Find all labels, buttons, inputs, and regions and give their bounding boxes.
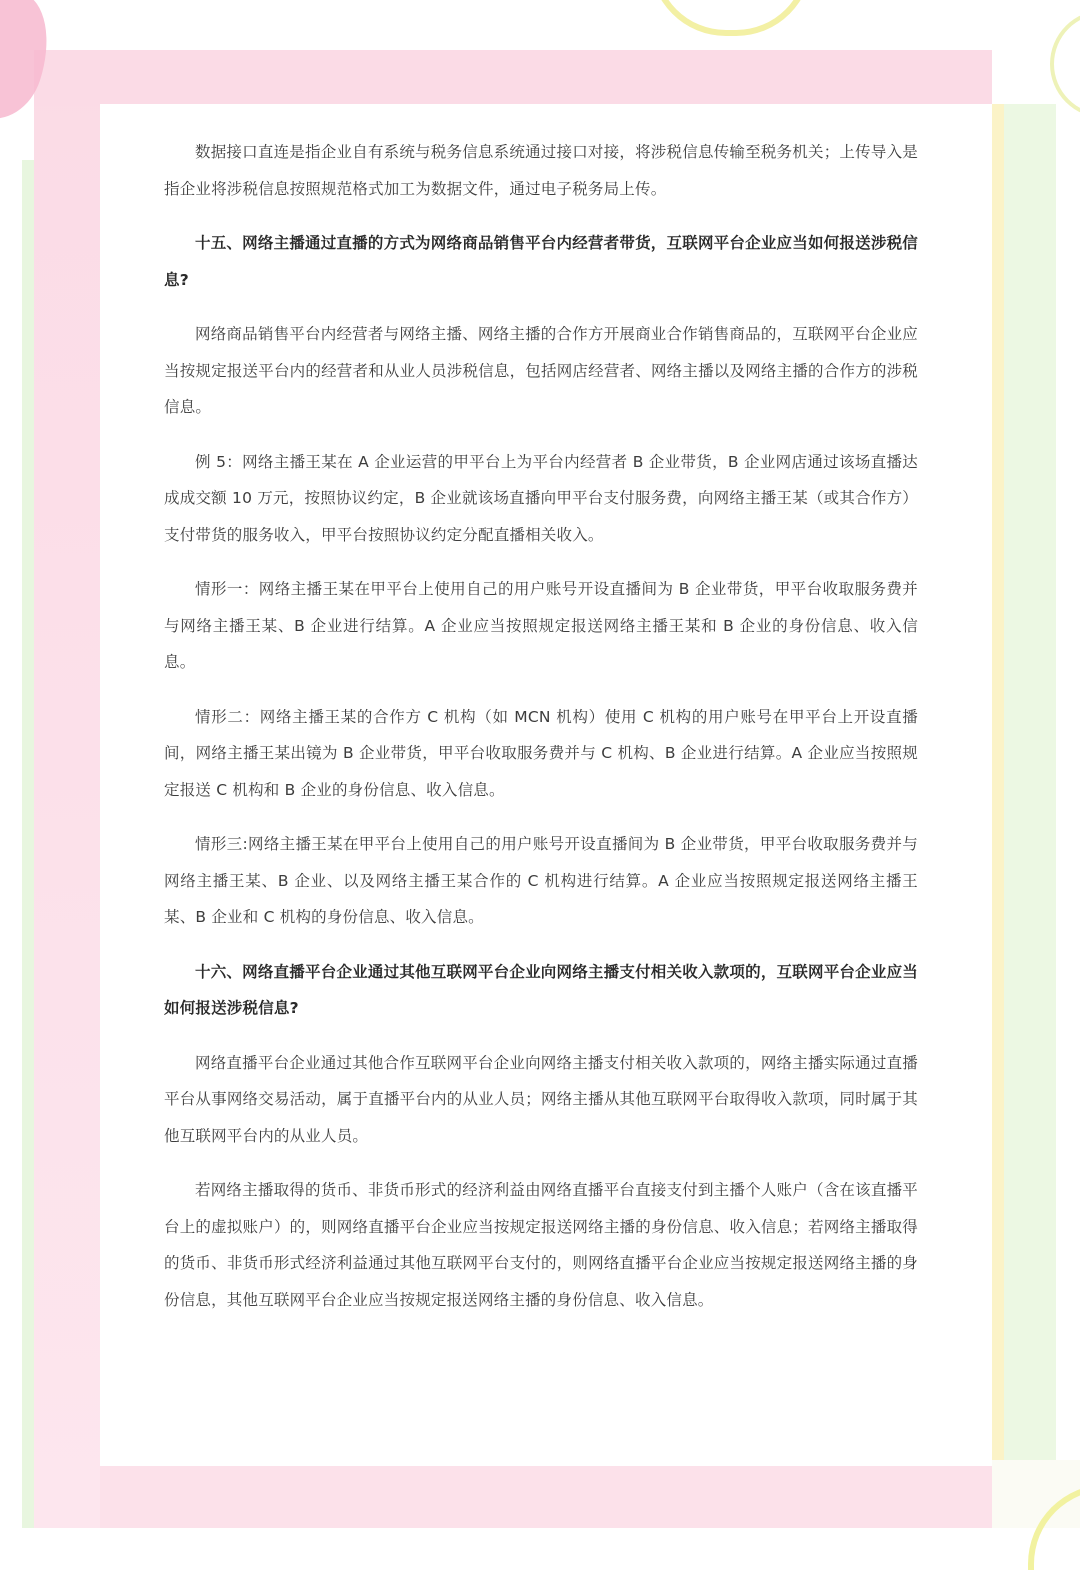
yellow-swirl-decoration	[650, 0, 812, 36]
paragraph-data-interface: 数据接口直连是指企业自有系统与税务信息系统通过接口对接，将涉税信息传输至税务机关；上传导入是指企业将涉税信息按照规范格式加工为数据文件，通过电子税务局上传。	[164, 143, 918, 198]
decor-top-pink-band	[34, 50, 992, 106]
decor-right-yellow-strip	[992, 104, 1004, 1460]
paragraph-case-2: 情形二：网络主播王某的合作方 C 机构（如 MCN 机构）使用 C 机构的用户账号在甲平台上开设直播间，网络主播王某出镜为 B 企业带货，甲平台收取服务费并与 C 机构、B 企业进行结算。A 企业应当按照规定报送 C 机构和 B 企业的身份信息、收入信息。	[164, 707, 918, 799]
paragraph-section-16-answer: 网络直播平台企业通过其他合作互联网平台企业向网络主播支付相关收入款项的，网络主播实际通过直播平台从事网络交易活动，属于直播平台内的从业人员；网络主播从其他互联网平台取得收入款项，同时属于其他互联网平台内的从业人员。	[164, 1053, 918, 1145]
paragraph-section-15-answer: 网络商品销售平台内经营者与网络主播、网络主播的合作方开展商业合作销售商品的，互联网平台企业应当按规定报送平台内的经营者和从业人员涉税信息，包括网店经营者、网络主播以及网络主播的合作方的涉税信息。	[164, 325, 918, 416]
heading-section-16: 十六、网络直播平台企业通过其他互联网平台企业向网络主播支付相关收入款项的，互联网平台企业应当如何报送涉税信息?	[164, 962, 918, 1017]
decor-bottom-pink-band	[100, 1466, 992, 1528]
paragraph-case-1: 情形一：网络主播王某在甲平台上使用自己的用户账号开设直播间为 B 企业带货，甲平台收取服务费并与网络主播王某、B 企业进行结算。A 企业应当按照规定报送网络主播王某和 B 企业的身份信息、收入信息。	[164, 580, 918, 671]
paragraph-example-5: 例 5：网络主播王某在 A 企业运营的甲平台上为平台内经营者 B 企业带货，B 企业网店通过该场直播达成成交额 10 万元，按照协议约定，B 企业就该场直播向甲平台支付服务费，向网络主播王某（或其合作方）支付带货的服务收入，甲平台按照协议约定分配直播相关收入。	[164, 452, 918, 544]
heading-section-15: 十五、网络主播通过直播的方式为网络商品销售平台内经营者带货，互联网平台企业应当如何报送涉税信息?	[164, 234, 918, 289]
decor-left-green-band	[22, 160, 34, 1528]
right-arc-decoration	[1050, 10, 1080, 118]
document-body	[164, 134, 918, 1336]
paragraph-section-16-detail: 若网络主播取得的货币、非货币形式的经济利益由网络直播平台直接支付到主播个人账户（含在该直播平台上的虚拟账户）的，则网络直播平台企业应当按规定报送网络主播的身份信息、收入信息；若网络主播取得的货币、非货币形式经济利益通过其他互联网平台支付的，则网络直播平台企业应当按规定报送网络主播的身份信息，其他互联网平台企业应当按规定报送网络主播的身份信息、收入信息。	[164, 1181, 918, 1309]
paragraph-case-3: 情形三:网络主播王某在甲平台上使用自己的用户账号开设直播间为 B 企业带货，甲平台收取服务费并与网络主播王某、B 企业、以及网络主播王某合作的 C 机构进行结算。A 企业应当按照规定报送网络主播王某、B 企业和 C 机构的身份信息、收入信息。	[164, 835, 918, 926]
decor-left-pink-band	[34, 50, 100, 1528]
